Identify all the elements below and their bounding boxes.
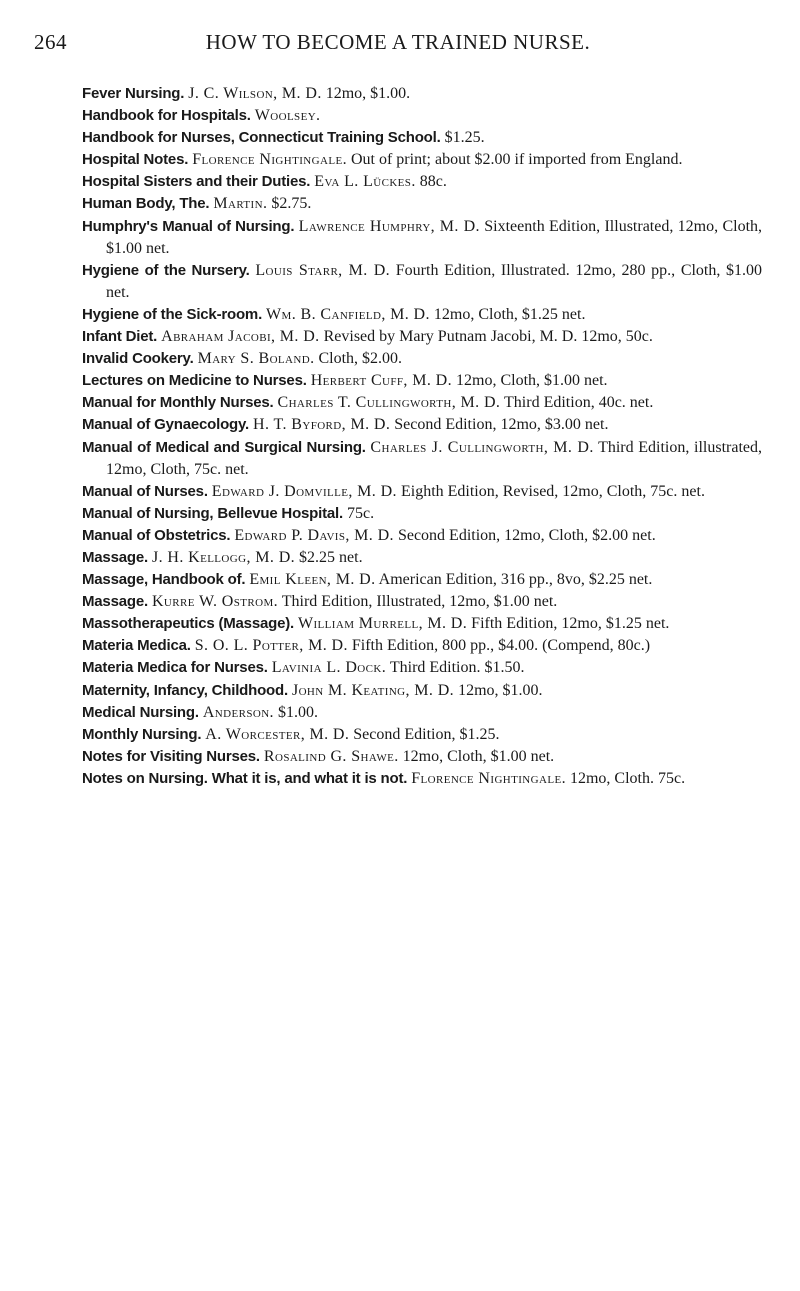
entry-author: Edward P. Davis, M. D. <box>234 526 394 544</box>
bibliography-entry <box>82 613 762 635</box>
entry-title: Hospital Sisters and their Duties. <box>82 173 311 191</box>
bibliography-entry <box>82 437 762 481</box>
entry-details: Eighth Edition, Revised, 12mo, Cloth, 75c. net. <box>400 482 705 500</box>
entry-details: $1.00. <box>277 703 318 721</box>
entry-details: 12mo, Cloth, $1.25 net. <box>433 305 586 323</box>
entry-details: 12mo, Cloth, $1.00 net. <box>456 372 608 390</box>
entry-details: Second Edition, $1.25. <box>353 725 500 743</box>
entry-title: Manual of Nursing, Bellevue Hospital. <box>82 504 343 522</box>
entry-title: Massotherapeutics (Massage). <box>82 615 294 633</box>
entry-details: 12mo, Cloth, $1.00 net. <box>402 747 555 765</box>
entry-title: Manual for Monthly Nurses. <box>82 394 274 412</box>
entry-author: Edward J. Domville, M. D. <box>211 482 397 500</box>
bibliography-entry <box>82 171 762 193</box>
entry-title: Hospital Notes. <box>82 151 189 169</box>
bibliography-entry <box>82 635 762 657</box>
entry-details: 12mo, Cloth. 75c. <box>569 769 686 787</box>
bibliography-entry <box>82 547 762 569</box>
entry-details: Fourth Edition, Illustrated. 12mo, 280 pp., Cloth, $1.00 net. <box>106 261 763 301</box>
bibliography-entry <box>82 105 762 127</box>
bibliography-list <box>82 83 762 790</box>
entry-details: Fifth Edition, 12mo, $1.25 net. <box>471 615 670 633</box>
entry-author: A. Worcester, M. D. <box>205 725 350 743</box>
entry-author: Florence Nightingale. <box>192 151 347 169</box>
page-number: 264 <box>34 30 67 54</box>
entry-title: Hygiene of the Sick-room. <box>82 305 263 323</box>
entry-author: Florence Nightingale. <box>411 769 566 787</box>
entry-author: Anderson. <box>202 703 274 721</box>
entry-title: Massage, Handbook of. <box>82 571 246 589</box>
running-head <box>34 30 762 66</box>
entry-details: Second Edition, 12mo, Cloth, $2.00 net. <box>397 526 656 544</box>
entry-author: Eva L. Lückes. <box>314 173 416 191</box>
entry-title: Humphry's Manual of Nursing. <box>82 217 295 235</box>
entry-author: Rosalind G. Shawe. <box>263 747 399 765</box>
bibliography-entry <box>82 525 762 547</box>
entry-details: $2.75. <box>271 195 312 213</box>
bibliography-entry <box>82 348 762 370</box>
entry-title: Materia Medica for Nurses. <box>82 659 268 677</box>
entry-details: 12mo, $1.00. <box>325 85 411 102</box>
entry-author: Charles J. Cullingworth, M. D. <box>370 438 594 456</box>
entry-title: Human Body, The. <box>82 195 210 213</box>
bibliography-entry <box>82 591 762 613</box>
entry-author: Charles T. Cullingworth, M. D. <box>277 394 501 412</box>
entry-details: $1.25. <box>444 129 485 147</box>
bibliography-entry <box>82 392 762 414</box>
entry-author: John M. Keating, M. D. <box>291 681 455 699</box>
entry-author: Kurre W. Ostrom. <box>151 593 279 611</box>
entry-author: Wm. B. Canfield, M. D. <box>266 305 430 323</box>
entry-details: 75c. <box>346 504 375 522</box>
entry-title: Notes for Visiting Nurses. <box>82 747 260 765</box>
bibliography-entry <box>82 680 762 702</box>
bibliography-entry <box>82 503 762 525</box>
entry-author: William Murrell, M. D. <box>297 615 468 633</box>
bibliography-entry <box>82 746 762 768</box>
entry-title: Hygiene of the Nursery. <box>82 261 250 279</box>
bibliography-entry <box>82 83 762 105</box>
entry-author: Mary S. Boland. <box>197 350 315 368</box>
entry-title: Handbook for Hospitals. <box>82 107 251 125</box>
entry-author: J. H. Kellogg, M. D. <box>151 548 296 566</box>
entry-author: Lavinia L. Dock. <box>271 659 387 677</box>
entry-details: Revised by Mary Putnam Jacobi, M. D. 12mo, 50c. <box>323 328 653 346</box>
bibliography-entry <box>82 127 762 149</box>
entry-author: Woolsey. <box>254 107 321 125</box>
entry-details: Third Edition. $1.50. <box>389 659 525 677</box>
entry-title: Manual of Gynaecology. <box>82 416 250 434</box>
entry-title: Massage. <box>82 593 148 611</box>
entry-details: 88c. <box>419 173 447 191</box>
bibliography-entry <box>82 326 762 348</box>
entry-author: Martin. <box>213 195 268 213</box>
entry-details: Sixteenth Edition, Illustrated, 12mo, Cloth, $1.00 net. <box>106 217 763 257</box>
entry-title: Invalid Cookery. <box>82 350 194 368</box>
entry-author: Abraham Jacobi, M. D. <box>161 328 320 346</box>
entry-details: Third Edition, 40c. net. <box>504 394 654 412</box>
entry-title: Fever Nursing. <box>82 85 185 102</box>
entry-title: Manual of Nurses. <box>82 482 208 500</box>
bibliography-entry <box>82 149 762 171</box>
entry-title: Medical Nursing. <box>82 703 199 721</box>
entry-details: Third Edition, illustrated, 12mo, Cloth, 75c. net. <box>106 438 762 478</box>
entry-author: Lawrence Humphry, M. D. <box>298 217 480 235</box>
entry-details: Out of print; about $2.00 if imported from England. <box>350 151 683 169</box>
entry-details: Cloth, $2.00. <box>318 350 403 368</box>
bibliography-entry <box>82 768 762 790</box>
page-title: HOW TO BECOME A TRAINED NURSE. <box>205 30 591 54</box>
entry-title: Maternity, Infancy, Childhood. <box>82 681 288 699</box>
entry-author: Herbert Cuff, M. D. <box>310 372 452 390</box>
entry-author: J. C. Wilson, M. D. <box>188 85 322 102</box>
bibliography-entry <box>82 260 762 304</box>
entry-details: $2.25 net. <box>299 548 363 566</box>
bibliography-entry <box>82 370 762 392</box>
entry-author: H. T. Byford, M. D. <box>253 416 391 434</box>
entry-title: Manual of Obstetrics. <box>82 526 231 544</box>
entry-title: Lectures on Medicine to Nurses. <box>82 372 307 390</box>
bibliography-entry <box>82 702 762 724</box>
bibliography-entry <box>82 481 762 503</box>
bibliography-entry <box>82 193 762 215</box>
entry-author: Louis Starr, M. D. <box>255 261 391 279</box>
entry-details: American Edition, 316 pp., 8vo, $2.25 net. <box>378 571 653 589</box>
entry-title: Handbook for Nurses, Connecticut Training School. <box>82 129 441 147</box>
entry-title: Materia Medica. <box>82 637 191 655</box>
bibliography-entry <box>82 724 762 746</box>
entry-details: Second Edition, 12mo, $3.00 net. <box>394 416 609 434</box>
entry-title: Notes on Nursing. What it is, and what it is not. <box>82 769 408 787</box>
entry-title: Manual of Medical and Surgical Nursing. <box>82 438 366 456</box>
bibliography-entry <box>82 657 762 679</box>
entry-author: S. O. L. Potter, M. D. <box>194 637 348 655</box>
entry-title: Massage. <box>82 548 148 566</box>
bibliography-entry <box>82 569 762 591</box>
bibliography-entry <box>82 414 762 436</box>
entry-title: Infant Diet. <box>82 328 158 346</box>
entry-author: Emil Kleen, M. D. <box>249 571 376 589</box>
bibliography-entry <box>82 216 762 260</box>
entry-details: 12mo, $1.00. <box>458 681 543 699</box>
entry-title: Monthly Nursing. <box>82 725 202 743</box>
entry-details: Fifth Edition, 800 pp., $4.00. (Compend, 80c.) <box>351 637 651 655</box>
entry-details: Third Edition, Illustrated, 12mo, $1.00 net. <box>281 593 558 611</box>
bibliography-entry <box>82 304 762 326</box>
